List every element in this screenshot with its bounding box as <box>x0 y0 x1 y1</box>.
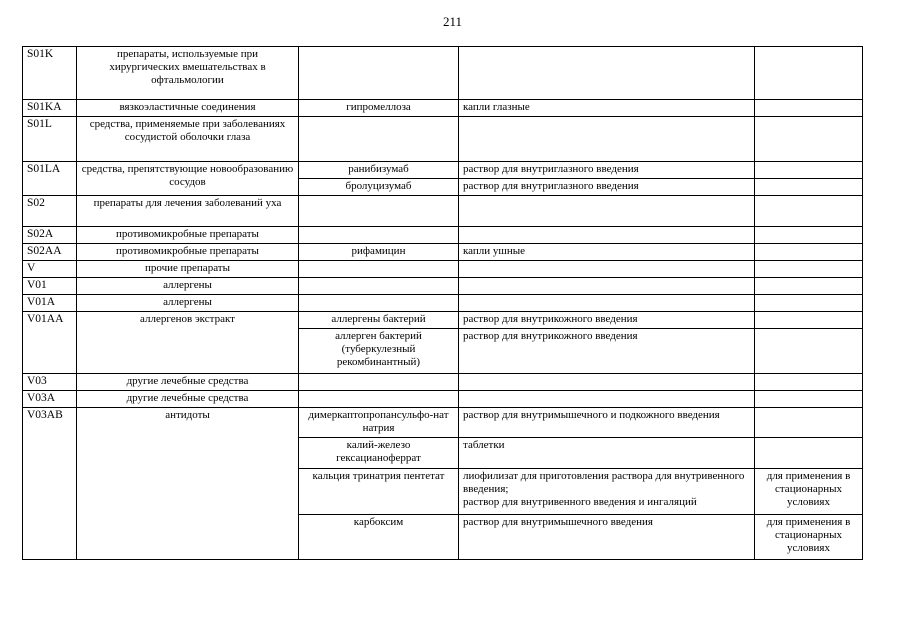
dosage-form <box>459 469 755 515</box>
note-cell <box>755 261 863 278</box>
note-cell <box>755 408 863 438</box>
usage-note: для применения в стационарных условиях <box>755 469 863 515</box>
atc-code: V01A <box>23 295 77 312</box>
group-name: прочие препараты <box>77 261 299 278</box>
dosage-form: раствор для внутриглазного введения <box>459 179 755 196</box>
form-cell <box>459 196 755 227</box>
form-cell <box>459 374 755 391</box>
atc-code: S01L <box>23 117 77 162</box>
note-cell <box>755 47 863 100</box>
page-number: 211 <box>442 14 463 29</box>
group-name: аллергены <box>77 278 299 295</box>
form-cell <box>459 295 755 312</box>
note-cell <box>755 227 863 244</box>
inn-name: карбоксим <box>299 515 459 560</box>
dosage-form: раствор для внутримышечного и подкожного введения <box>459 408 755 438</box>
dosage-form: раствор для внутрикожного введения <box>459 329 755 374</box>
inn-name: калий-железо гексацианоферрат <box>299 438 459 469</box>
dosage-form: раствор для внутриглазного введения <box>459 162 755 179</box>
atc-code: V03 <box>23 374 77 391</box>
inn-name: рифамицин <box>299 244 459 261</box>
group-name: антидоты <box>77 408 299 560</box>
atc-code: S02A <box>23 227 77 244</box>
table-row <box>23 100 863 117</box>
note-cell <box>755 100 863 117</box>
note-cell <box>755 117 863 162</box>
note-cell <box>755 179 863 196</box>
inn-cell <box>299 196 459 227</box>
table-row <box>23 295 863 312</box>
dosage-form-line: раствор для внутривенного введения и ингаляций <box>463 496 697 508</box>
atc-code: S01KA <box>23 100 77 117</box>
group-name: препараты для лечения заболеваний уха <box>77 196 299 227</box>
dosage-form-line: лиофилизат для приготовления раствора для внутривенного введения; <box>463 470 745 495</box>
inn-cell <box>299 295 459 312</box>
inn-cell <box>299 278 459 295</box>
atc-code: S01LA <box>23 162 77 196</box>
note-cell <box>755 391 863 408</box>
form-cell <box>459 47 755 100</box>
table-row <box>23 244 863 261</box>
dosage-form: раствор для внутримышечного введения <box>459 515 755 560</box>
inn-name: бролуцизумаб <box>299 179 459 196</box>
table-row <box>23 278 863 295</box>
form-cell <box>459 261 755 278</box>
form-cell <box>459 227 755 244</box>
group-name: средства, препятствующие новообразованию сосудов <box>77 162 299 196</box>
group-name: аллергенов экстракт <box>77 312 299 374</box>
table-row <box>23 408 863 438</box>
table-row <box>23 227 863 244</box>
table-row <box>23 312 863 329</box>
atc-code: V03AB <box>23 408 77 560</box>
group-name: другие лечебные средства <box>77 391 299 408</box>
atc-code: S02 <box>23 196 77 227</box>
table-row <box>23 162 863 179</box>
inn-cell <box>299 117 459 162</box>
drug-table <box>22 46 863 560</box>
inn-name: димеркаптопропансульфо-нат натрия <box>299 408 459 438</box>
form-cell <box>459 278 755 295</box>
dosage-form: раствор для внутрикожного введения <box>459 312 755 329</box>
usage-note: для применения в стационарных условиях <box>755 515 863 560</box>
atc-code: S02AA <box>23 244 77 261</box>
note-cell <box>755 196 863 227</box>
group-name: другие лечебные средства <box>77 374 299 391</box>
inn-cell <box>299 47 459 100</box>
inn-name: аллерген бактерий (туберкулезный рекомбинантный) <box>299 329 459 374</box>
inn-name: гипромеллоза <box>299 100 459 117</box>
form-cell <box>459 391 755 408</box>
table-row <box>23 261 863 278</box>
atc-code: V01 <box>23 278 77 295</box>
group-name: противомикробные препараты <box>77 227 299 244</box>
atc-code: S01K <box>23 47 77 100</box>
note-cell <box>755 374 863 391</box>
group-name: средства, применяемые при заболеваниях сосудистой оболочки глаза <box>77 117 299 162</box>
note-cell <box>755 162 863 179</box>
dosage-form: таблетки <box>459 438 755 469</box>
table-row <box>23 374 863 391</box>
inn-name: ранибизумаб <box>299 162 459 179</box>
note-cell <box>755 278 863 295</box>
dosage-form: капли ушные <box>459 244 755 261</box>
table-row <box>23 47 863 100</box>
inn-cell <box>299 374 459 391</box>
inn-name: кальция тринатрия пентетат <box>299 469 459 515</box>
note-cell <box>755 329 863 374</box>
note-cell <box>755 312 863 329</box>
form-cell <box>459 117 755 162</box>
table-row <box>23 196 863 227</box>
inn-cell <box>299 261 459 278</box>
group-name: противомикробные препараты <box>77 244 299 261</box>
atc-code: V <box>23 261 77 278</box>
note-cell <box>755 438 863 469</box>
note-cell <box>755 295 863 312</box>
table-row <box>23 117 863 162</box>
inn-name: аллергены бактерий <box>299 312 459 329</box>
table-row <box>23 391 863 408</box>
group-name: вязкоэластичные соединения <box>77 100 299 117</box>
inn-cell <box>299 227 459 244</box>
group-name: препараты, используемые при хирургических вмешательствах в офтальмологии <box>77 47 299 100</box>
atc-code: V03A <box>23 391 77 408</box>
group-name: аллергены <box>77 295 299 312</box>
dosage-form: капли глазные <box>459 100 755 117</box>
note-cell <box>755 244 863 261</box>
atc-code: V01AA <box>23 312 77 374</box>
inn-cell <box>299 391 459 408</box>
